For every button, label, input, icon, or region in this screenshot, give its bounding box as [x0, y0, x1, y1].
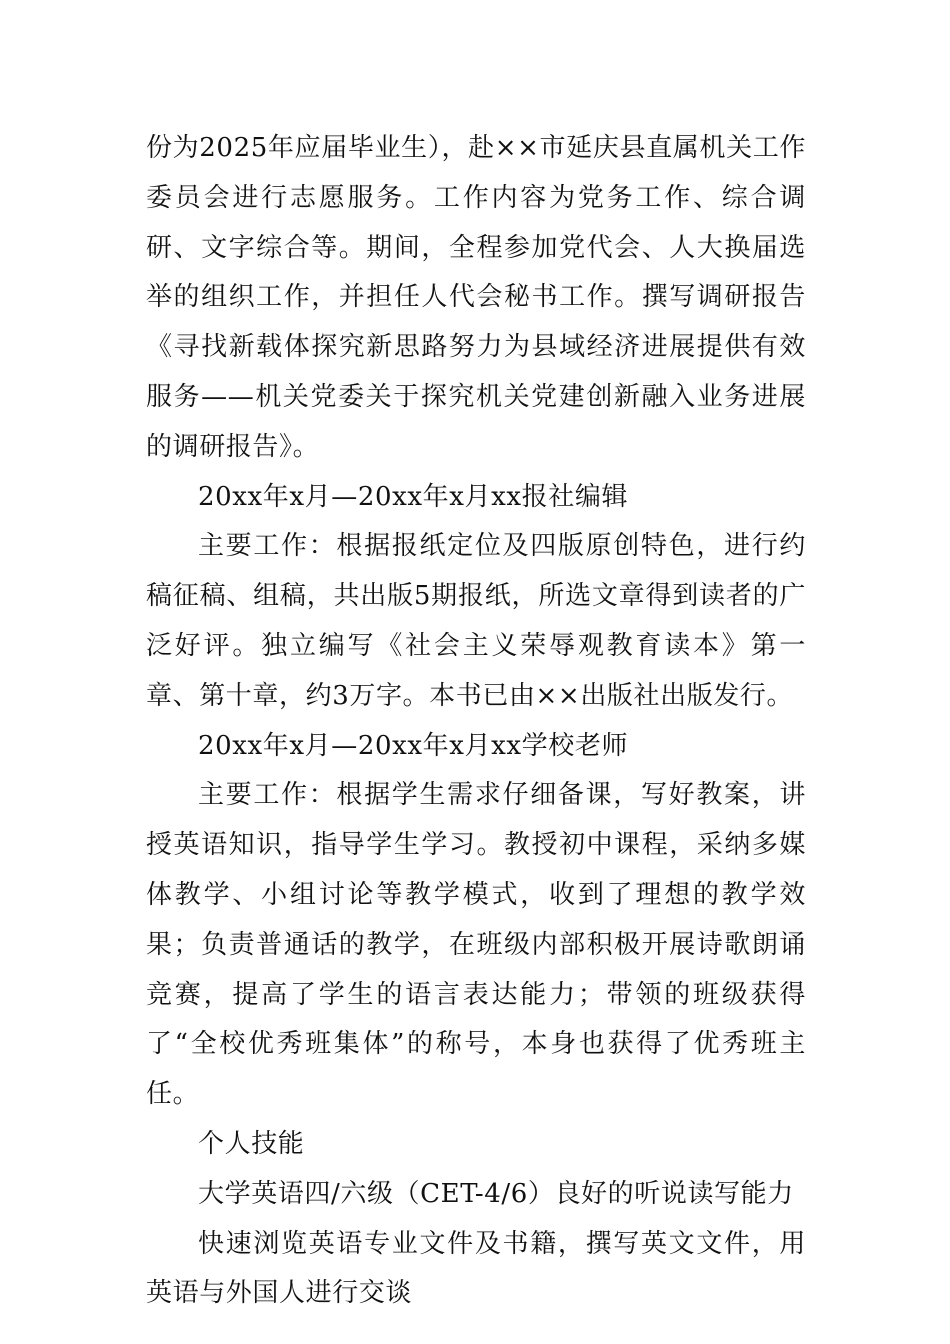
- heading-personal-skills: 个人技能: [198, 1128, 305, 1159]
- paragraph-editor-duties: 主要工作：根据报纸定位及四版原创特色，进行约稿征稿、组稿，共出版5期报纸，所选文章得到读者的广泛好评。独立编写《社会主义荣辱观教育读本》第一章、第十章，约3万字。本书已由××出版社出版发行。: [146, 531, 806, 711]
- heading-newspaper-editor: 20xx年x月—20xx年x月xx报社编辑: [198, 481, 629, 512]
- skill-english-reading: 快速浏览英语专业文件及书籍，撰写英文文件，用英语与外国人进行交谈: [146, 1228, 806, 1309]
- skill-english-level: 大学英语四/六级（CET-4/6）良好的听说读写能力: [198, 1178, 794, 1209]
- paragraph-volunteer-service: 份为2025年应届毕业生），赴××市延庆县直属机关工作委员会进行志愿服务。工作内容为党务工作、综合调研、文字综合等。期间，全程参加党代会、人大换届选举的组织工作，并担任人代会秘书工作。撰写调研报告《寻找新载体探究新思路努力为县域经济进展提供有效服务——机关党委关于探究机关党建创新融入业务进展的调研报告》。: [146, 133, 806, 462]
- heading-school-teacher: 20xx年x月—20xx年x月xx学校老师: [198, 730, 629, 761]
- document-body: [146, 124, 806, 1319]
- paragraph-teacher-duties: 主要工作：根据学生需求仔细备课，写好教案，讲授英语知识，指导学生学习。教授初中课程，采纳多媒体教学、小组讨论等教学模式，收到了理想的教学效果；负责普通话的教学，在班级内部积极开展诗歌朗诵竞赛，提高了学生的语言表达能力；带领的班级获得了“全校优秀班集体”的称号，本身也获得了优秀班主任。: [146, 780, 806, 1110]
